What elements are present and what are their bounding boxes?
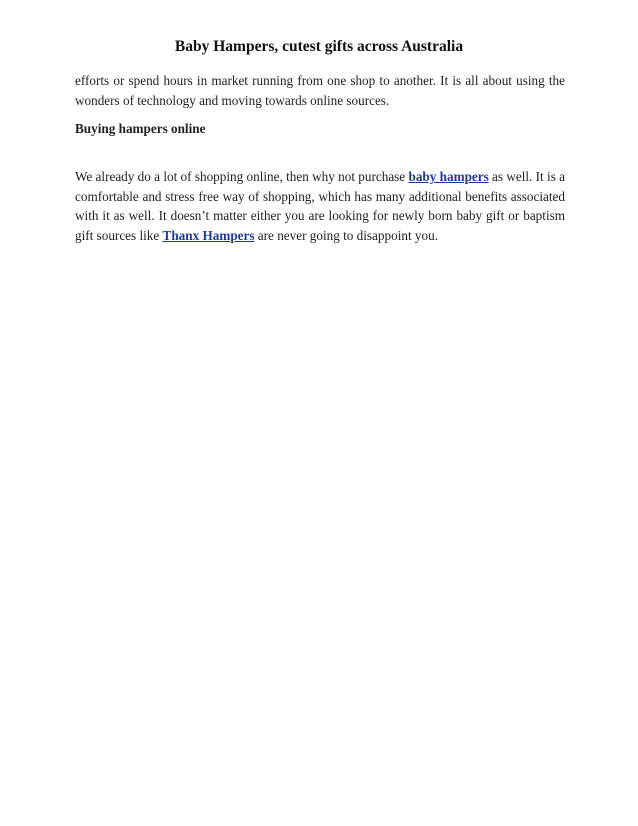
baby-hampers-link[interactable]: baby hampers xyxy=(408,169,489,184)
paragraph-text-segment: are never going to disappoint you. xyxy=(254,227,438,243)
paragraph-buying-online xyxy=(75,167,565,245)
document-title: Baby Hampers, cutest gifts across Australia xyxy=(174,38,464,55)
paragraph-intro: efforts or spend hours in market running from one shop to another. It is all about using the wonders of technology and moving towards online sources. xyxy=(75,73,565,108)
paragraph-text-segment: as well. It is a comfortable and stress free way of shopping, which has many additional benefits associated with it as well. It doesn’t matter either you are looking for newly born baby gift or baptism gift sources like xyxy=(75,169,565,243)
section-heading: Buying hampers online xyxy=(75,121,206,136)
paragraph-text-segment: We already do a lot of shopping online, then why not purchase xyxy=(75,169,409,184)
thanx-hampers-link[interactable]: Thanx Hampers xyxy=(162,227,255,243)
